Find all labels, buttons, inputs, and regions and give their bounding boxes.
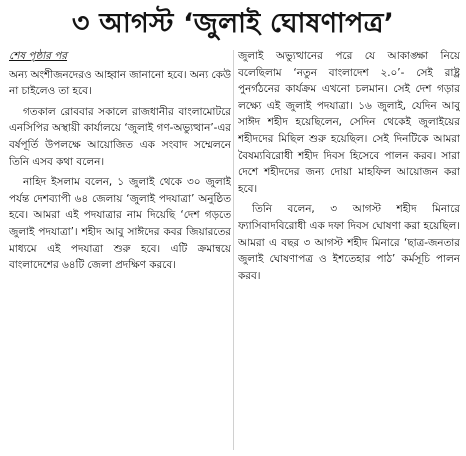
paragraph: নাহিদ ইসলাম বলেন, ১ জুলাই থেকে ৩০ জুলাই পর্যন্ত দেশব্যাপী ৬৪ জেলায় ‘জুলাই পদযাত্রা’ অনুষ্ঠিত হবে। আমরা এই পদযাত্রার নাম দিয়েছি ‘দেশ গড়তে জুলাই পদযাত্রা’। শহীদ আবু সাঈদের কবর জিয়ারতের মাধ্যমে এই পদযাত্রা শুরু হবে। এটি ক্রমান্বয়ে বাংলাদেশের ৬৪টি জেলা প্রদক্ষিণ করবে।	[9, 176, 231, 272]
right-column	[238, 48, 460, 452]
left-column	[9, 48, 231, 452]
article-headline: ৩ আগস্ট ‘জুলাই ঘোষণাপত্র’	[71, 8, 395, 39]
paragraph: জুলাই অভ্যুত্থানের পরে যে আকাঙ্ক্ষা নিয়ে বলেছিলাম ‘নতুন বাংলাদেশ ২.০’- সেই রাষ্ট্র পুনর্গঠনের কার্যক্রম এখনো চলমান। সেই দেশ গড়ার লক্ষ্যে এই জুলাই পদযাত্রা। ১৬ জুলাই, যেদিন আবু সাঈদ শহীদ হয়েছিলেন, সেদিন থেকেই জুলাইয়ের শহীদদের মিছিল শুরু হয়েছিল। সেই দিনটিকে আমরা বৈষম্যবিরোধী শহীদ দিবস হিসেবে পালন করব। সারা দেশে শহীদদের জন্য দোয়া মাহফিল আয়োজন করা হবে।	[238, 50, 460, 195]
column-divider	[233, 50, 234, 450]
continuation-label: শেষ পৃষ্ঠার পর	[9, 50, 68, 62]
paragraph: তিনি বলেন, ৩ আগস্ট শহীদ মিনারে ফ্যাসিবাদবিরোধী এক দফা দিবস ঘোষণা করা হয়েছিল। আমরা এ বছর ৩ আগস্ট শহীদ মিনারে ‘ছাত্র-জনতার জুলাই ঘোষণাপত্র ও ইশতেহার পাঠ’ কর্মসূচি পালন করব।	[238, 203, 460, 282]
paragraph: গতকাল রোববার সকালে রাজধানীর বাংলামোটরে এনসিপির অস্থায়ী কার্যালয়ে ‘জুলাই গণ-অভ্যুত্থান’-এর বর্ষপূর্তি উপলক্ষে আয়োজিত এক সংবাদ সম্মেলনে তিনি এসব কথা বলেন।	[9, 105, 231, 168]
paragraph: অন্য অংশীজনদেরও আহ্বান জানানো হবে। অন্য কেউ না চাইলেও তা হবে।	[9, 68, 231, 98]
